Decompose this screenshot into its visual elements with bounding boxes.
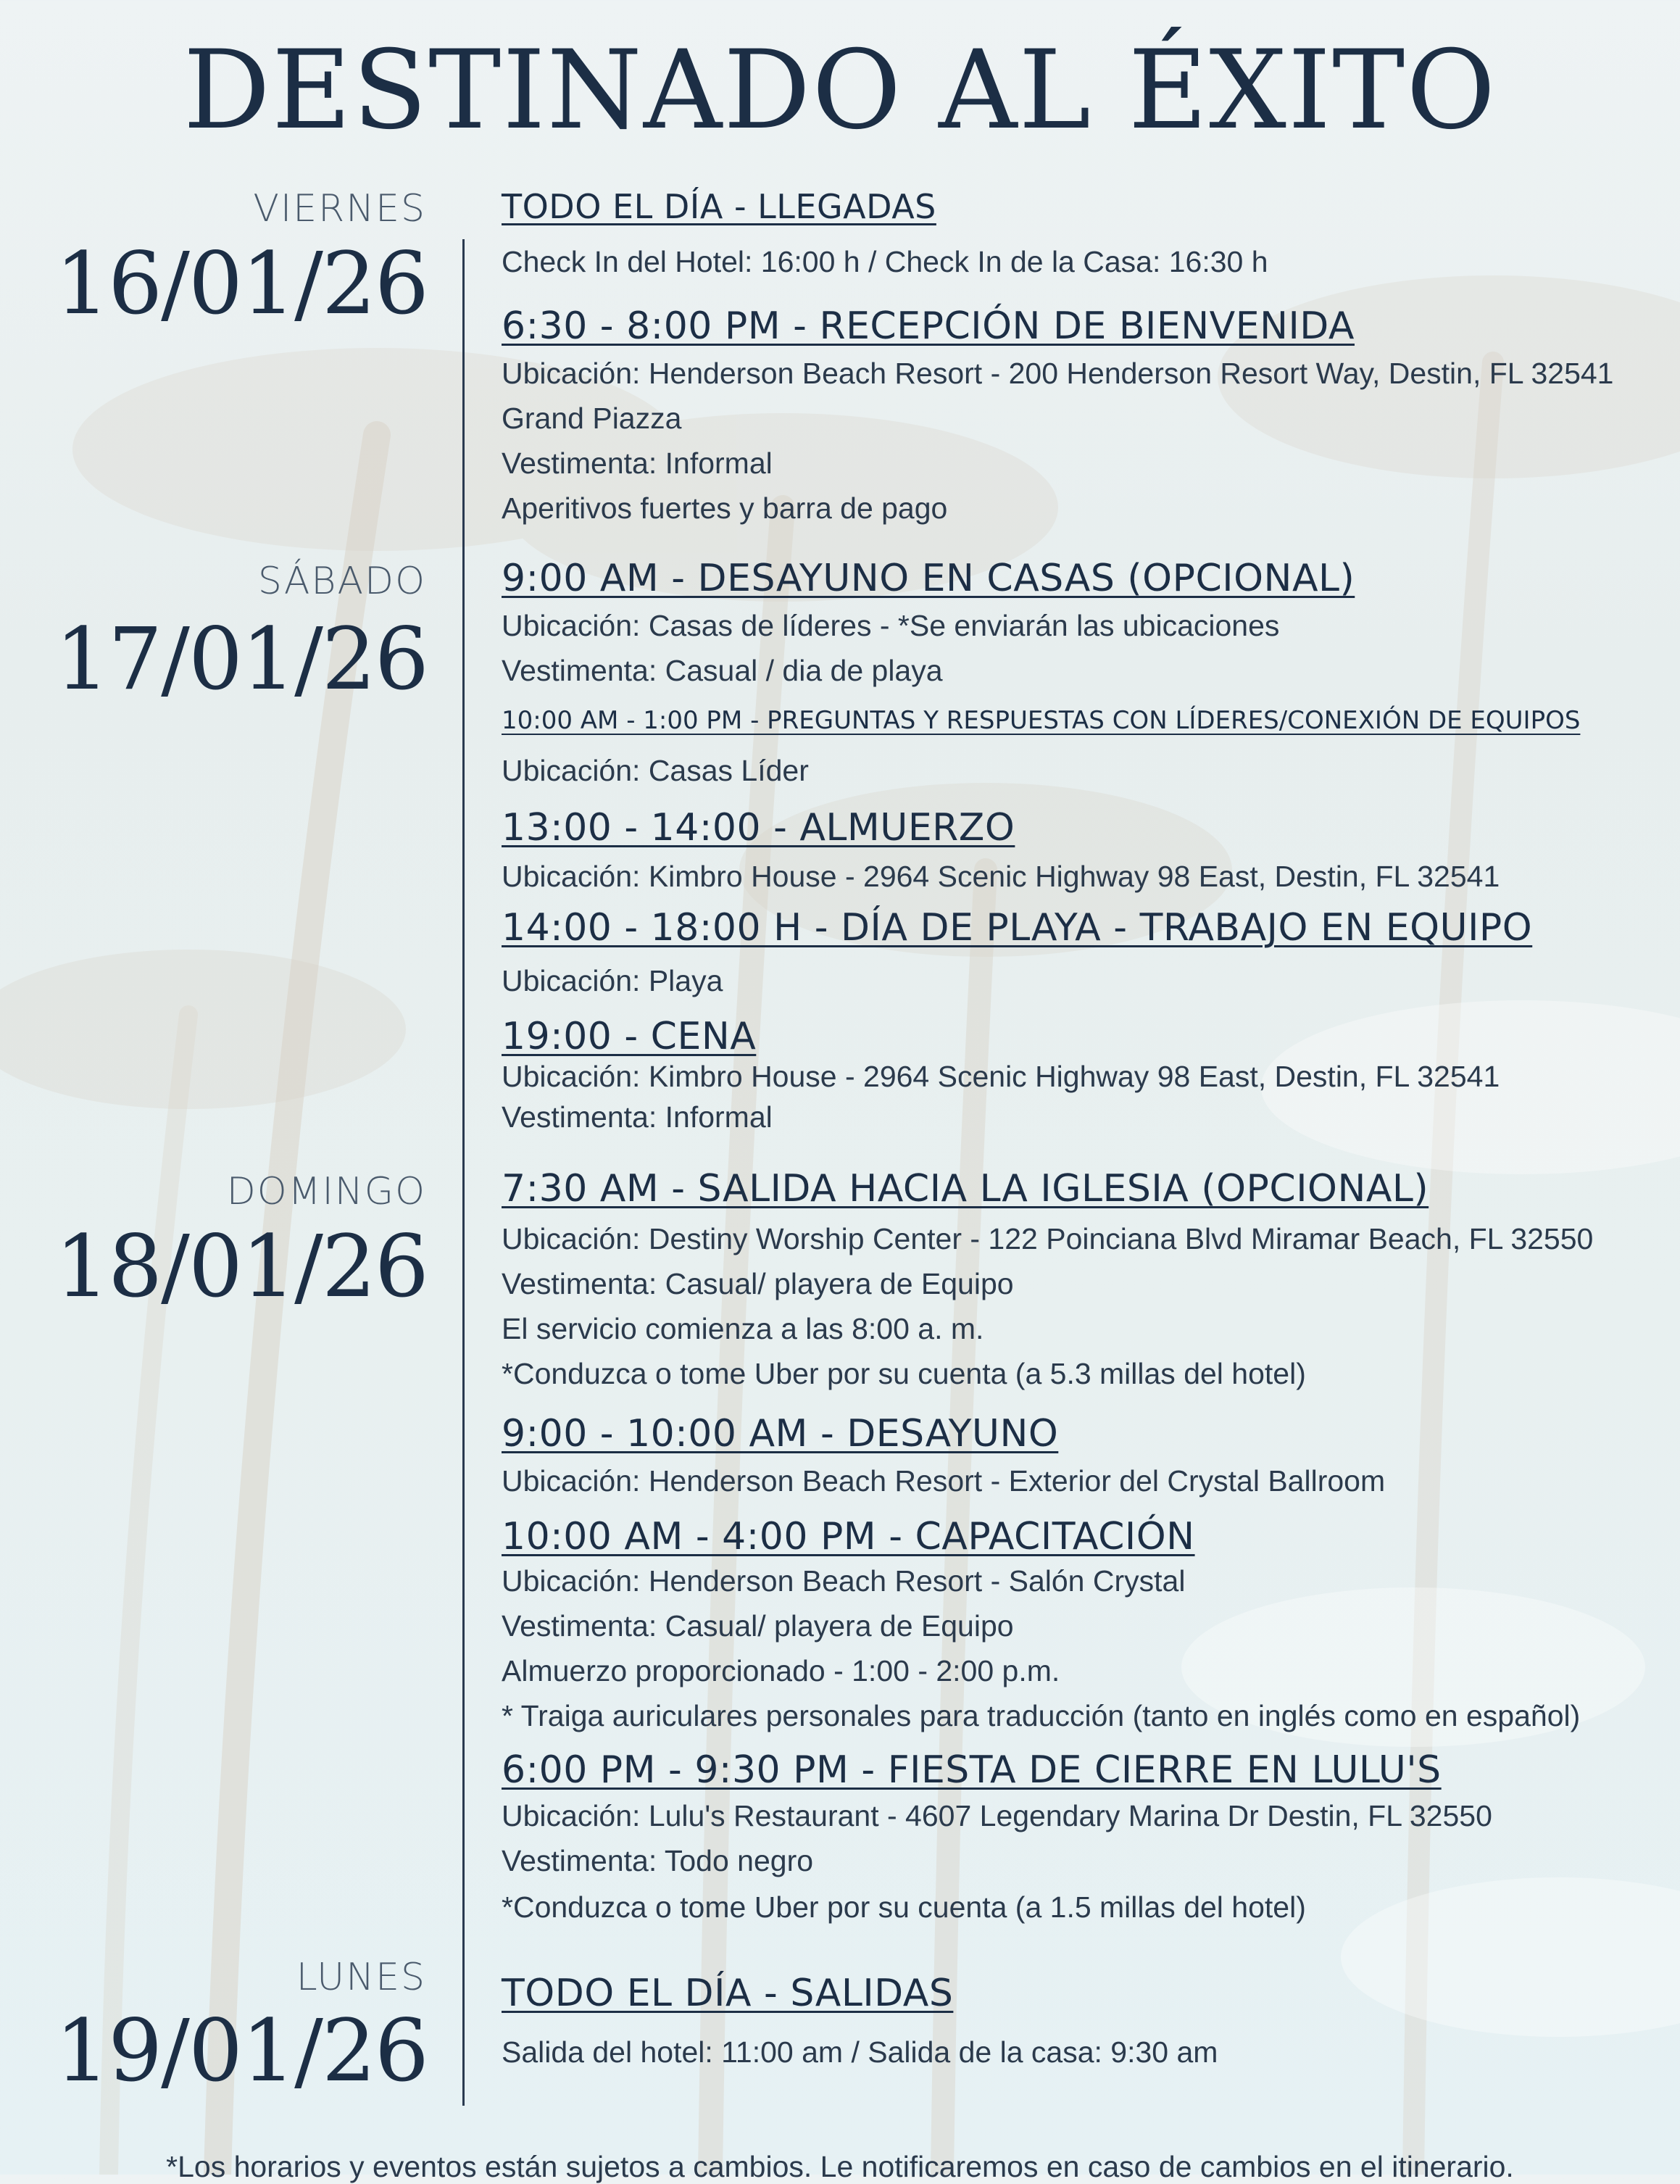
event-detail: Ubicación: Kimbro House - 2964 Scenic Highway 98 East, Destin, FL 32541 <box>502 860 1500 893</box>
timeline-divider <box>462 239 465 2106</box>
event-detail: Almuerzo proporcionado - 1:00 - 2:00 p.m. <box>502 1654 1060 1687</box>
event-detail: Ubicación: Henderson Beach Resort - Salón Crystal <box>502 1564 1186 1598</box>
event-heading: 7:30 AM - SALIDA HACIA LA IGLESIA (OPCIONAL) <box>502 1167 1429 1211</box>
event-heading: 6:30 - 8:00 PM - RECEPCIÓN DE BIENVENIDA <box>502 304 1355 348</box>
event-heading: 19:00 - CENA <box>502 1015 757 1058</box>
event-detail: Vestimenta: Informal <box>502 447 773 480</box>
event-heading: 10:00 AM - 1:00 PM - PREGUNTAS Y RESPUESTAS CON LÍDERES/CONEXIÓN DE EQUIPOS <box>502 706 1581 735</box>
event-detail: *Conduzca o tome Uber por su cuenta (a 5.3 millas del hotel) <box>502 1357 1306 1390</box>
day-label: SÁBADO <box>257 560 426 603</box>
event-heading: TODO EL DÍA - LLEGADAS <box>502 187 936 226</box>
day-label: VIERNES <box>253 187 426 231</box>
day-date: 18/01/26 <box>55 1216 428 1316</box>
event-detail: Ubicación: Lulu's Restaurant - 4607 Legendary Marina Dr Destin, FL 32550 <box>502 1799 1492 1832</box>
event-detail: Vestimenta: Casual/ playera de Equipo <box>502 1609 1014 1643</box>
day-date: 17/01/26 <box>55 609 428 709</box>
event-heading: 14:00 - 18:00 H - DÍA DE PLAYA - TRABAJO EN EQUIPO <box>502 906 1533 950</box>
event-detail: Salida del hotel: 11:00 am / Salida de la casa: 9:30 am <box>502 2035 1218 2069</box>
event-detail: Grand Piazza <box>502 402 682 435</box>
day-label: LUNES <box>296 1956 426 1999</box>
event-heading: 6:00 PM - 9:30 PM - FIESTA DE CIERRE EN LULU'S <box>502 1748 1442 1792</box>
event-detail: * Traiga auriculares personales para traducción (tanto en inglés como en español) <box>502 1699 1581 1732</box>
event-heading: 13:00 - 14:00 - ALMUERZO <box>502 806 1015 850</box>
event-detail: Ubicación: Kimbro House - 2964 Scenic Highway 98 East, Destin, FL 32541 <box>502 1060 1500 1093</box>
event-heading: 9:00 - 10:00 AM - DESAYUNO <box>502 1412 1059 1456</box>
event-detail: Aperitivos fuertes y barra de pago <box>502 491 948 525</box>
event-detail: Check In del Hotel: 16:00 h / Check In de la Casa: 16:30 h <box>502 245 1268 278</box>
day-date: 19/01/26 <box>55 2001 428 2101</box>
event-heading: 10:00 AM - 4:00 PM - CAPACITACIÓN <box>502 1515 1195 1558</box>
event-heading: TODO EL DÍA - SALIDAS <box>502 1972 954 2015</box>
page-title: DESTINADO AL ÉXITO <box>183 28 1497 154</box>
event-heading: 9:00 AM - DESAYUNO EN CASAS (OPCIONAL) <box>502 557 1355 600</box>
event-detail: Ubicación: Casas Líder <box>502 754 809 787</box>
event-detail: Vestimenta: Todo negro <box>502 1844 814 1877</box>
disclaimer-footnote: *Los horarios y eventos están sujetos a cambios. Le notificaremos en caso de cambios en el itinerario. <box>166 2150 1514 2183</box>
event-detail: Vestimenta: Casual/ playera de Equipo <box>502 1267 1014 1300</box>
event-detail: *Conduzca o tome Uber por su cuenta (a 1.5 millas del hotel) <box>502 1890 1306 1924</box>
event-detail: El servicio comienza a las 8:00 a. m. <box>502 1312 984 1345</box>
day-date: 16/01/26 <box>55 233 428 333</box>
event-detail: Ubicación: Henderson Beach Resort - Exterior del Crystal Ballroom <box>502 1464 1386 1498</box>
day-label: DOMINGO <box>226 1170 426 1213</box>
event-detail: Ubicación: Destiny Worship Center - 122 Poinciana Blvd Miramar Beach, FL 32550 <box>502 1222 1594 1255</box>
event-detail: Ubicación: Playa <box>502 964 723 997</box>
event-detail: Vestimenta: Casual / dia de playa <box>502 654 943 687</box>
event-detail: Vestimenta: Informal <box>502 1100 773 1134</box>
event-detail: Ubicación: Henderson Beach Resort - 200 Henderson Resort Way, Destin, FL 32541 <box>502 357 1614 390</box>
event-detail: Ubicación: Casas de líderes - *Se enviarán las ubicaciones <box>502 609 1280 642</box>
